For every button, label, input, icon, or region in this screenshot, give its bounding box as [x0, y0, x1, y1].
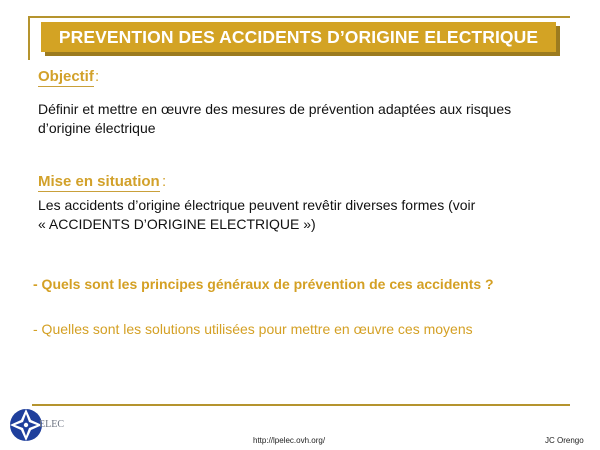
- footer-rule: [32, 404, 570, 406]
- situation-heading: Mise en situation: [38, 173, 160, 190]
- logo-text: ELEC: [39, 419, 64, 430]
- page-title: PREVENTION DES ACCIDENTS D’ORIGINE ELECTRIQUE: [58, 26, 539, 47]
- situation-colon: :: [162, 173, 167, 190]
- title-banner: [41, 22, 556, 52]
- objectif-heading: Objectif: [38, 68, 94, 85]
- situation-text-line-2: « ACCIDENTS D’ORIGINE ELECTRIQUE »): [38, 216, 316, 232]
- objectif-text: Définir et mettre en œuvre des mesures de prévention adaptées aux risques d’origine électrique: [38, 101, 512, 136]
- situation-text-line-1: Les accidents d’origine électrique peuvent revêtir diverses formes (voir: [38, 197, 476, 213]
- footer-url-link[interactable]: http://lpelec.ovh.org/: [253, 436, 326, 445]
- footer-author: JC Orengo: [545, 436, 584, 445]
- title-top-rule: [28, 16, 570, 18]
- title-left-rule: [28, 16, 30, 60]
- objectif-colon: :: [95, 68, 100, 85]
- question-solutions: - Quelles sont les solutions utilisées pour mettre en œuvre ces moyens: [33, 321, 473, 337]
- question-principles: - Quels sont les principes généraux de prévention de ces accidents ?: [33, 276, 494, 292]
